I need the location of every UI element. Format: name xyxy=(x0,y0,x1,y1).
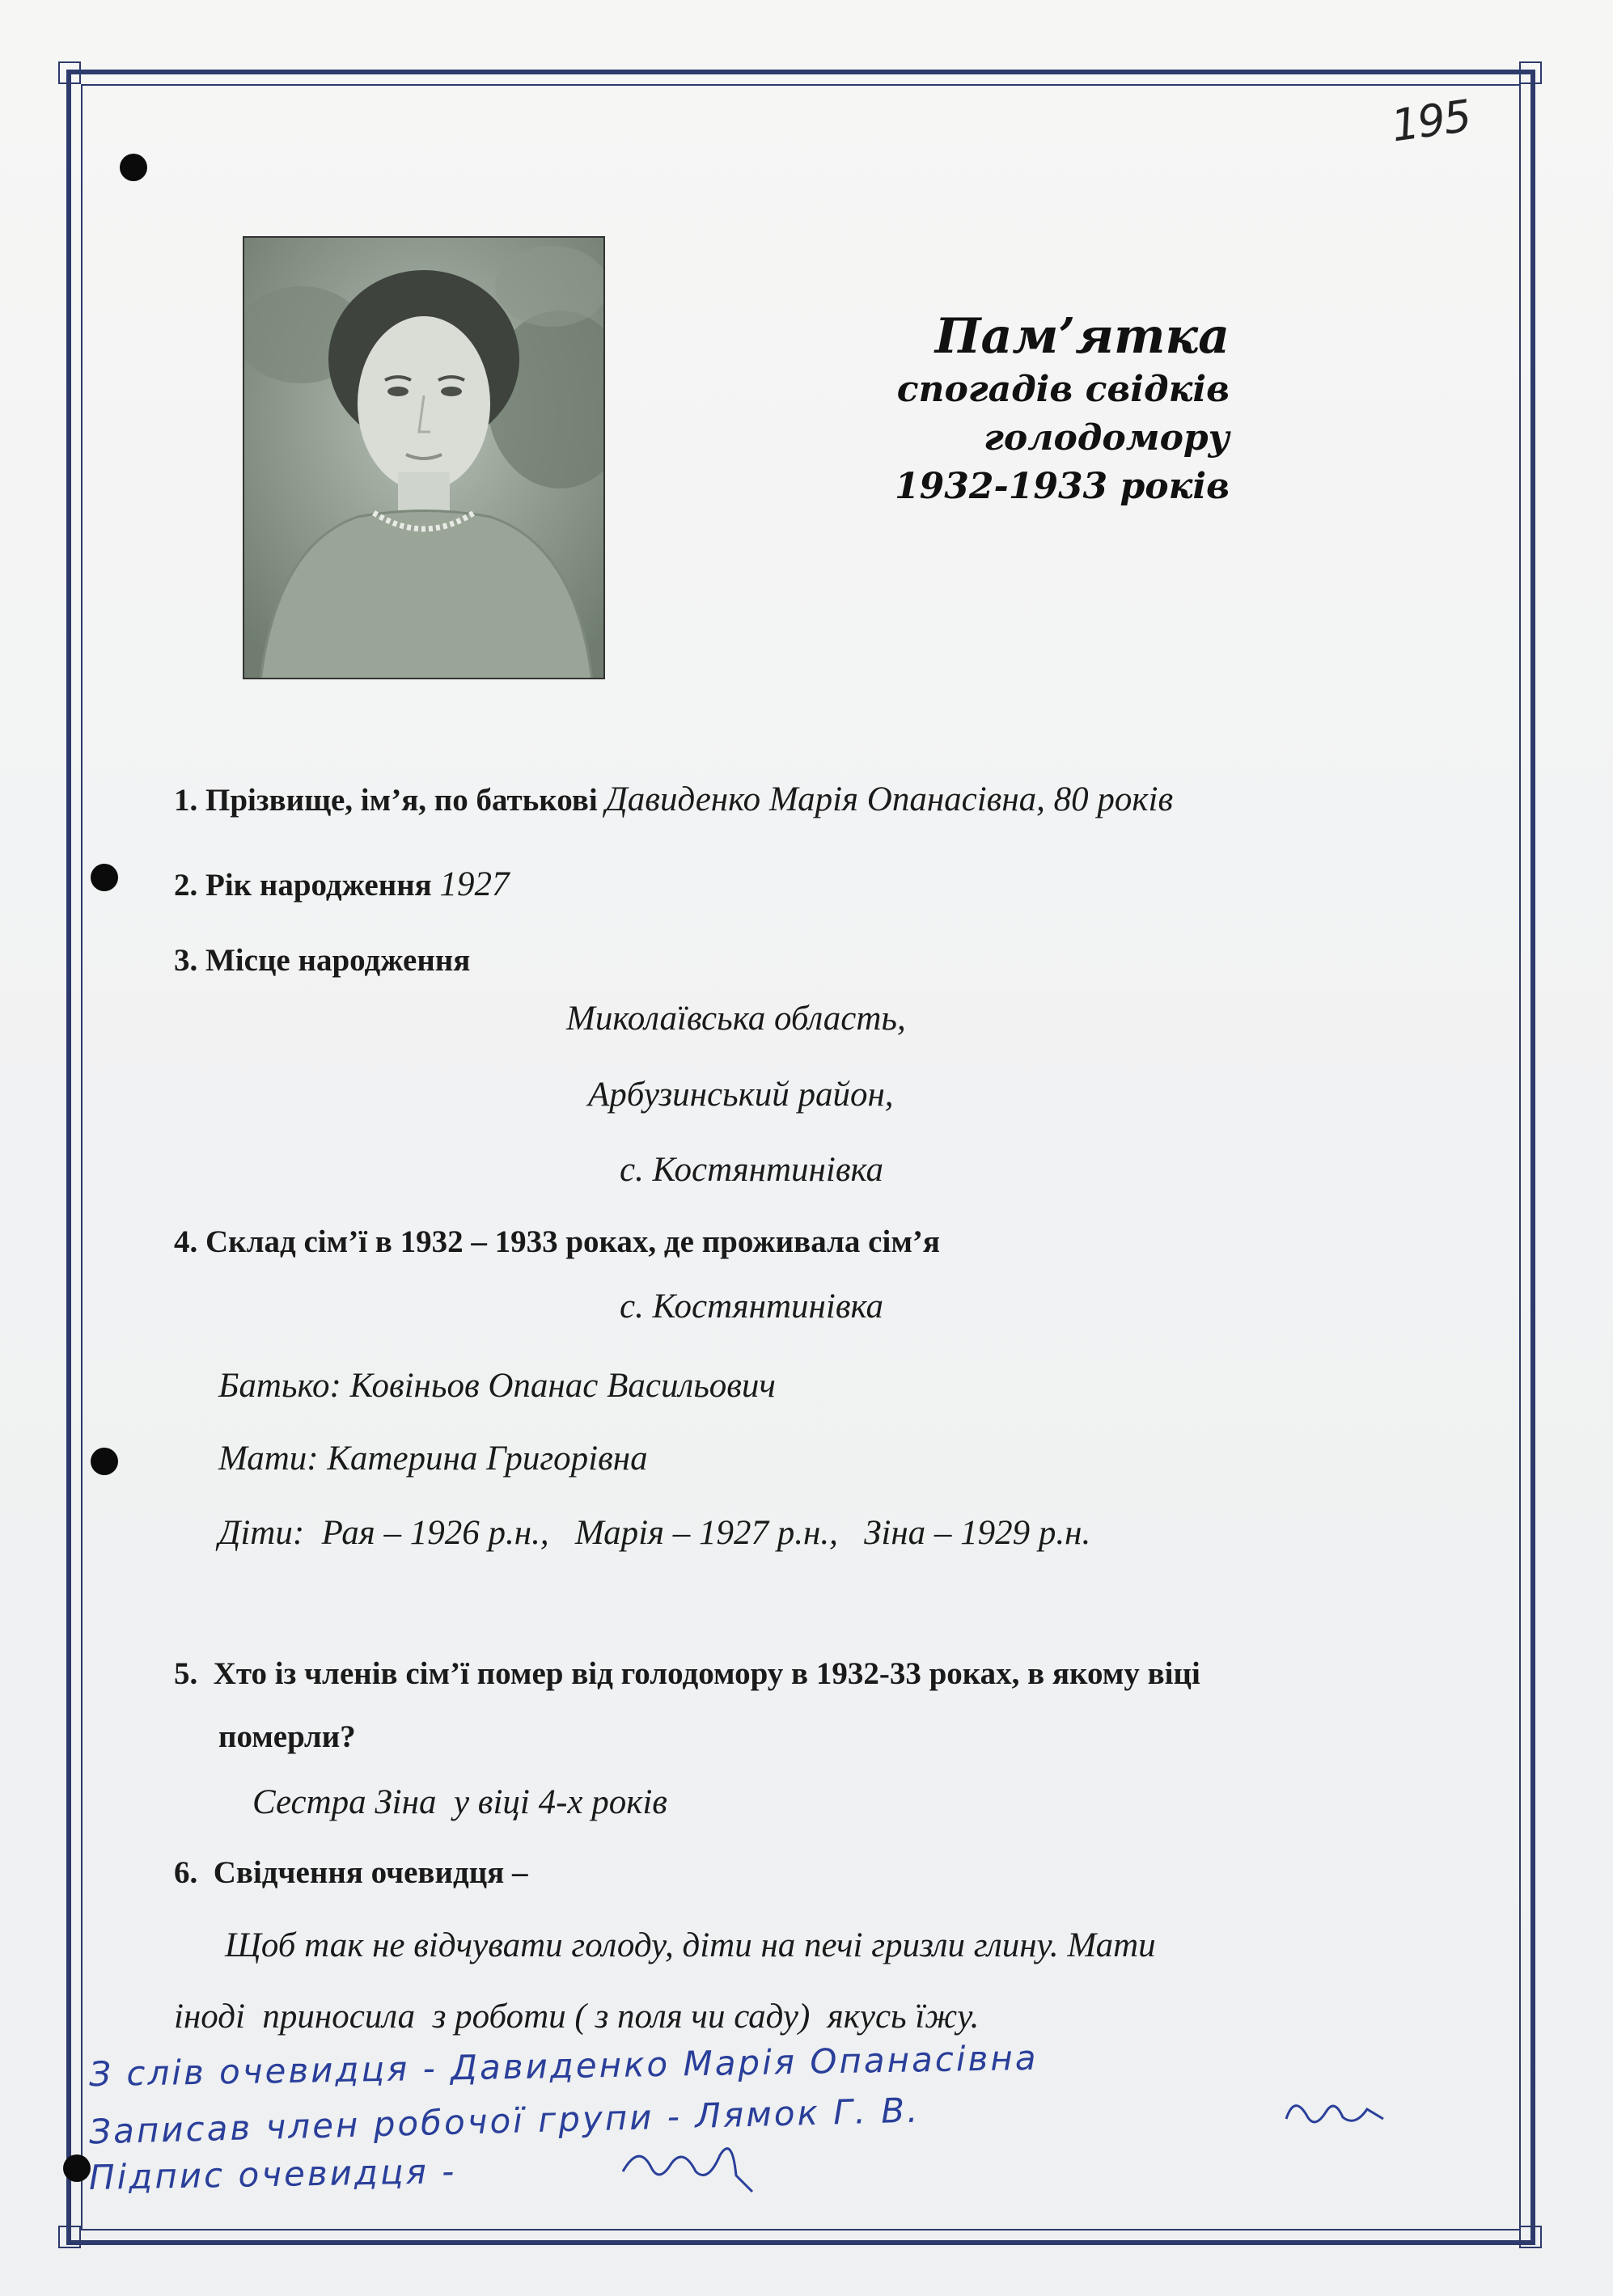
family-mother: Мати: Катерина Григорівна xyxy=(218,1440,648,1478)
page-number: 195 xyxy=(1388,90,1473,152)
question-2-value: 1927 xyxy=(439,865,510,903)
question-5-label-cont: померли? xyxy=(218,1719,356,1754)
question-4 xyxy=(174,1223,940,1262)
handwritten-note: Підпис очевидця - xyxy=(88,2151,457,2197)
frame-corner-ornament xyxy=(1519,2226,1542,2248)
birthplace-line: с. Костянтинівка xyxy=(620,1151,884,1189)
testimony-line: Щоб так не відчувати голоду, діти на печі гризли глину. Мати xyxy=(225,1926,1156,1964)
handwritten-note: З слів очевидця - Давиденко Марія Опанасівна xyxy=(88,2037,1039,2095)
question-1-value: Давиденко Марія Опанасівна, 80 років xyxy=(605,780,1174,818)
birthplace-line: Арбузинський район, xyxy=(588,1076,894,1114)
question-5-label: 5. Хто із членів сім’ї помер від голодомору в 1932-33 роках, в якому віці xyxy=(174,1656,1200,1691)
question-1-label: 1. Прізвище, ім’я, по батькові xyxy=(174,783,598,818)
handwritten-note: Записав член робочої групи - Лямок Г. В. xyxy=(88,2090,921,2152)
question-6-label: 6. Свідчення очевидця – xyxy=(174,1855,528,1890)
question-3 xyxy=(174,941,470,980)
question-4-label: 4. Склад сім’ї в 1932 – 1933 роках, де проживала сім’я xyxy=(174,1224,940,1259)
question-5-answer: Сестра Зіна у віці 4-х років xyxy=(252,1783,667,1821)
family-children: Діти: Рая – 1926 р.н., Марія – 1927 р.н., Зіна – 1929 р.н. xyxy=(218,1514,1091,1552)
punch-hole xyxy=(63,2154,91,2182)
punch-hole xyxy=(91,1448,118,1475)
family-father: Батько: Ковіньов Опанас Васильович xyxy=(218,1367,776,1405)
question-1 xyxy=(174,780,1173,820)
document-title xyxy=(809,307,1230,511)
family-place: с. Костянтинівка xyxy=(620,1288,884,1326)
signature-witness xyxy=(615,2127,760,2200)
testimony-line: іноді приносила з роботи ( з поля чи саду) якусь їжу. xyxy=(174,1998,980,2036)
title-line: спогадів свідків xyxy=(896,369,1230,410)
question-3-label: 3. Місце народження xyxy=(174,943,471,978)
title-line: голодомору xyxy=(984,417,1230,459)
portrait-photo xyxy=(243,236,605,679)
frame-corner-ornament xyxy=(1519,61,1542,84)
punch-hole xyxy=(120,154,147,181)
question-2-label: 2. Рік народження xyxy=(174,868,432,903)
frame-corner-ornament xyxy=(58,2226,81,2248)
title-line: 1932-1933 років xyxy=(894,466,1230,507)
signature-recorder xyxy=(1278,2087,1391,2143)
birthplace-line: Миколаївська область, xyxy=(566,1000,906,1038)
punch-hole xyxy=(91,864,118,891)
frame-corner-ornament xyxy=(58,61,81,84)
title-main: Пам’ятка xyxy=(934,308,1230,365)
question-2 xyxy=(174,865,510,905)
